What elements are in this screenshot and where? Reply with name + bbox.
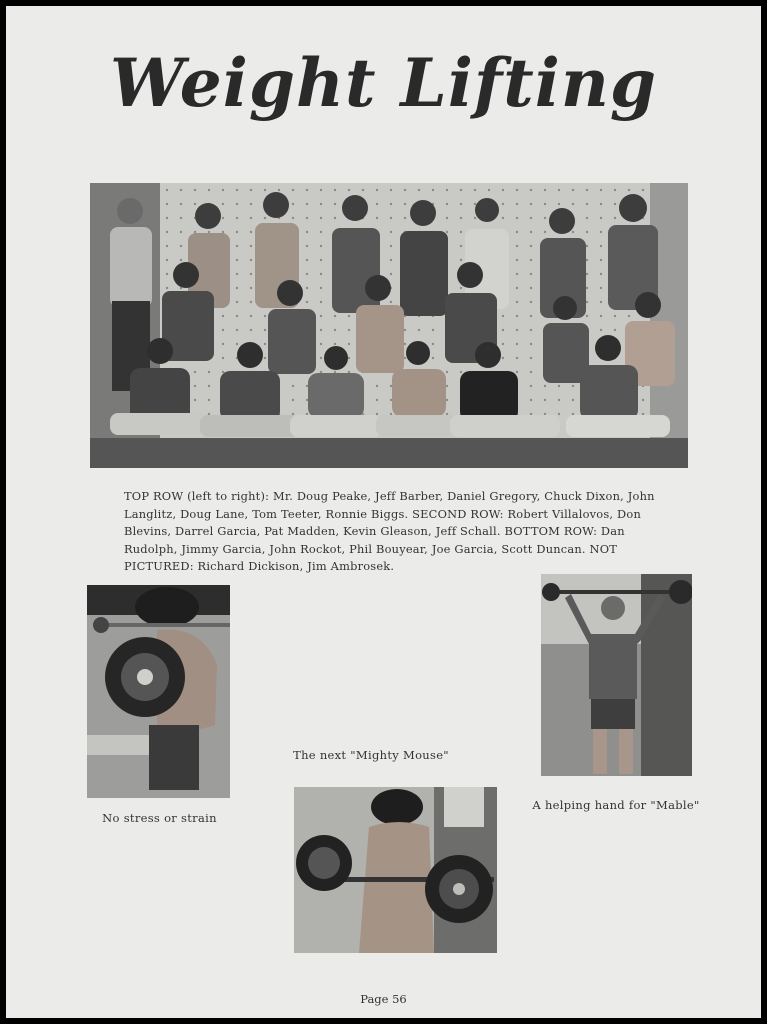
photo-curl-left (87, 585, 230, 798)
team-group-photo (90, 183, 688, 468)
caption-left: No stress or strain (102, 811, 217, 825)
team-roster-caption: TOP ROW (left to right): Mr. Doug Peake, Jeff Barber, Daniel Gregory, Chuck Dixon, John Langlitz, Doug Lane, Tom Teeter, Ronnie Biggs. SECOND ROW: Robert Villalovos, Don Blevins, Darrel Garcia, Pat Madden, Kevin Gleason, Jeff Schall. BOTTOM ROW: Dan Rudolph, Jimmy Garcia, John Rockot, Phil Bouyear, Joe Garcia, Scott Duncan. NOT PICTURED: Richard Dickison, Jim Ambrosek. (124, 489, 655, 573)
page-title: Weight Lifting (110, 44, 657, 122)
photo-curl-center (294, 787, 497, 953)
caption-center: The next "Mighty Mouse" (293, 748, 449, 762)
page-number: Page 56 (360, 992, 407, 1006)
yearbook-page (6, 6, 761, 1018)
caption-right: A helping hand for "Mable" (532, 798, 700, 812)
photo-overhead-right (541, 574, 692, 776)
